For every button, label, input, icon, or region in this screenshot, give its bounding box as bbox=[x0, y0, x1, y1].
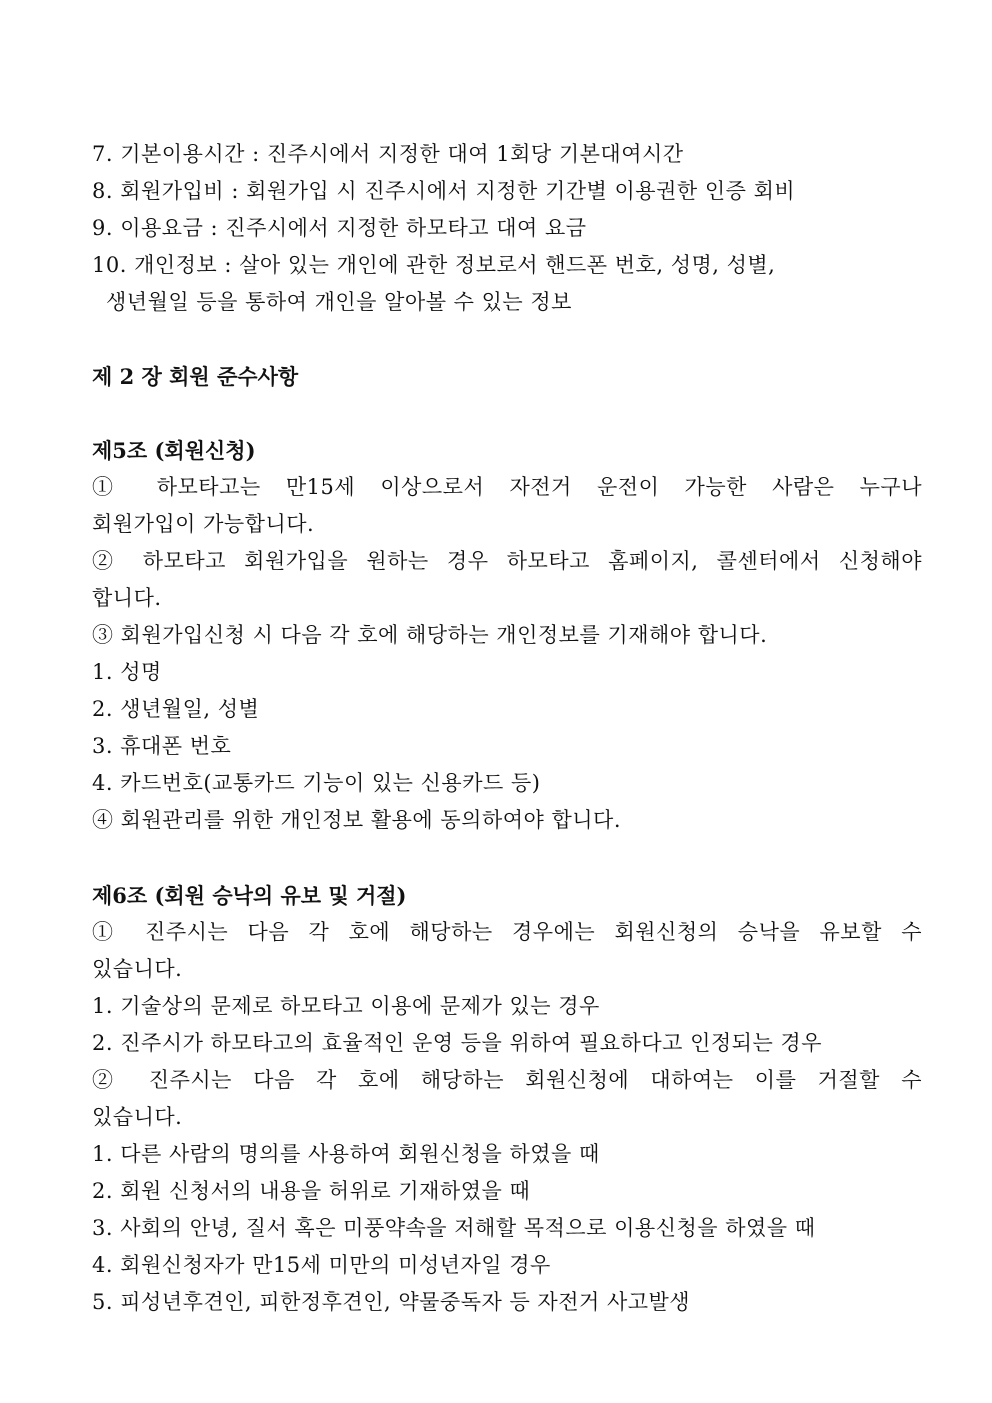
definition-item-9: 9. 이용요금 : 진주시에서 지정한 하모타고 대여 요금 bbox=[92, 216, 587, 240]
article-5-list-item: 2. 생년월일, 성별 bbox=[92, 697, 260, 721]
article-5-para-1-continued: 회원가입이 가능합니다. bbox=[92, 512, 315, 536]
chapter-2-title: 제 2 장 회원 준수사항 bbox=[92, 364, 299, 389]
article-5-para-3: ③ 회원가입신청 시 다음 각 호에 해당하는 개인정보를 기재해야 합니다. bbox=[92, 623, 768, 647]
article-5-para-1: ① 하모타고는 만15세 이상으로서 자전거 운전이 가능한 사람은 누구나 bbox=[92, 475, 923, 499]
article-6-para-1-item: 2. 진주시가 하모타고의 효율적인 운영 등을 위하여 필요하다고 인정되는 경우 bbox=[92, 1031, 822, 1055]
article-6-title: 제6조 (회원 승낙의 유보 및 거절) bbox=[92, 883, 407, 908]
article-5-list-item: 1. 성명 bbox=[92, 660, 162, 684]
article-6-para-2-item: 2. 회원 신청서의 내용을 허위로 기재하였을 때 bbox=[92, 1179, 531, 1203]
article-6-para-1-continued: 있습니다. bbox=[92, 957, 183, 981]
definition-item-8: 8. 회원가입비 : 회원가입 시 진주시에서 지정한 기간별 이용권한 인증 회비 bbox=[92, 179, 796, 203]
article-5-list-item: 3. 휴대폰 번호 bbox=[92, 734, 232, 758]
spacer bbox=[92, 395, 922, 432]
spacer bbox=[92, 839, 922, 877]
article-5-list-item: 4. 카드번호(교통카드 기능이 있는 신용카드 등) bbox=[92, 771, 541, 795]
article-5-para-2-continued: 합니다. bbox=[92, 586, 162, 610]
article-5-para-2: ② 하모타고 회원가입을 원하는 경우 하모타고 홈페이지, 콜센터에서 신청해야 bbox=[92, 549, 922, 573]
definition-item-7: 7. 기본이용시간 : 진주시에서 지정한 대여 1회당 기본대여시간 bbox=[92, 142, 684, 166]
article-6-para-2-item: 1. 다른 사람의 명의를 사용하여 회원신청을 하였을 때 bbox=[92, 1142, 600, 1166]
article-5-para-4: ④ 회원관리를 위한 개인정보 활용에 동의하여야 합니다. bbox=[92, 808, 622, 832]
article-5-title: 제5조 (회원신청) bbox=[92, 438, 256, 463]
definition-item-10: 10. 개인정보 : 살아 있는 개인에 관한 정보로서 핸드폰 번호, 성명, 성별, bbox=[92, 253, 776, 277]
article-6-para-1-item: 1. 기술상의 문제로 하모타고 이용에 문제가 있는 경우 bbox=[92, 994, 600, 1018]
spacer bbox=[92, 321, 922, 358]
article-6-para-2-continued: 있습니다. bbox=[92, 1105, 183, 1129]
article-6-para-2: ② 진주시는 다음 각 호에 해당하는 회원신청에 대하여는 이를 거절할 수 bbox=[92, 1068, 922, 1092]
definition-item-10-continued: 생년월일 등을 통하여 개인을 알아볼 수 있는 정보 bbox=[106, 290, 572, 314]
article-6-para-1: ① 진주시는 다음 각 호에 해당하는 경우에는 회원신청의 승낙을 유보할 수 bbox=[92, 920, 922, 944]
article-6-para-2-item: 3. 사회의 안녕, 질서 혹은 미풍약속을 저해할 목적으로 이용신청을 하였을 때 bbox=[92, 1216, 816, 1240]
document-page bbox=[92, 136, 922, 1321]
article-6-para-2-item: 5. 피성년후견인, 피한정후견인, 약물중독자 등 자전거 사고발생 bbox=[92, 1290, 691, 1314]
article-6-para-2-item: 4. 회원신청자가 만15세 미만의 미성년자일 경우 bbox=[92, 1253, 551, 1277]
